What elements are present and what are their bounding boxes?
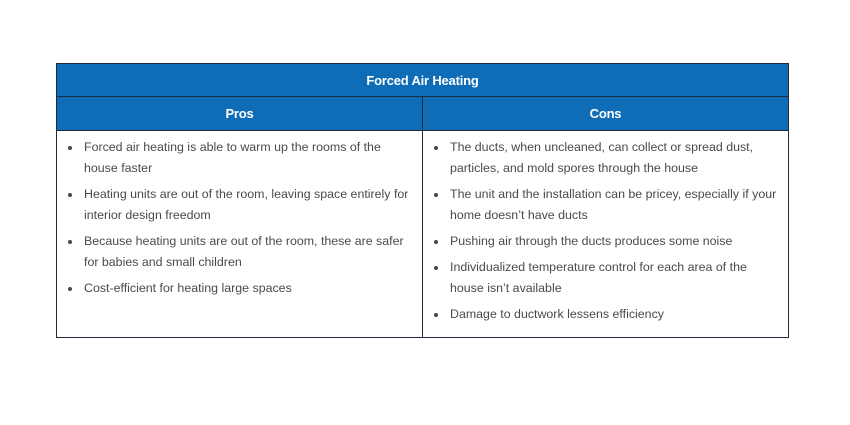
cons-list-item: Individualized temperature control for each area of the house isn’t available — [442, 257, 780, 299]
pros-cons-table — [56, 63, 789, 338]
cons-header: Cons — [423, 97, 789, 131]
table-title: Forced Air Heating — [57, 64, 789, 97]
cons-list-item: The ducts, when uncleaned, can collect or spread dust, particles, and mold spores through the house — [442, 137, 780, 179]
cons-list-item: The unit and the installation can be pricey, especially if your home doesn’t have ducts — [442, 184, 780, 226]
pros-header: Pros — [57, 97, 423, 131]
pros-list — [65, 137, 414, 299]
cons-list — [431, 137, 780, 325]
cons-list-item: Damage to ductwork lessens efficiency — [442, 304, 780, 325]
cons-cell — [423, 131, 789, 338]
cons-list-item: Pushing air through the ducts produces some noise — [442, 231, 780, 252]
pros-list-item: Cost-efficient for heating large spaces — [76, 278, 414, 299]
pros-list-item: Heating units are out of the room, leaving space entirely for interior design freedom — [76, 184, 414, 226]
comparison-table-container — [56, 63, 789, 338]
pros-cell — [57, 131, 423, 338]
pros-list-item: Because heating units are out of the room, these are safer for babies and small children — [76, 231, 414, 273]
pros-list-item: Forced air heating is able to warm up the rooms of the house faster — [76, 137, 414, 179]
